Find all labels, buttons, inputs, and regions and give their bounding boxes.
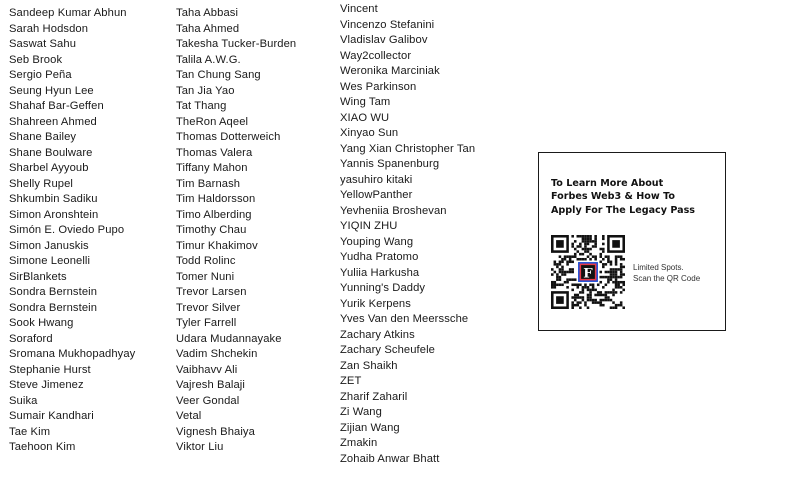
name-entry: Yunning's Daddy [340,282,426,294]
name-entry: Sarah Hodsdon [9,22,89,35]
name-entry: Soraford [9,332,53,345]
name-entry: Way2collector [340,49,412,62]
name-entry: Thomas Valera [176,146,253,159]
name-entry: Youping Wang [340,235,414,248]
name-entry: Xinyao Sun [340,127,399,139]
name-entry: Todd Rolinc [176,255,236,267]
name-entry: Wes Parkinson [340,80,417,93]
name-entry: Yang Xian Christopher Tan [340,142,476,155]
name-entry: Taehoon Kim [9,441,76,453]
name-entry: Steve Jimenez [9,379,84,391]
name-entry: Yuliia Harkusha [340,266,420,279]
name-entry: Vajresh Balaji [176,379,245,391]
name-entry: Zharif Zaharil [340,390,408,403]
name-entry: Seung Hyun Lee [9,84,94,97]
name-entry: Vadim Shchekin [176,348,258,360]
name-entry: Vignesh Bhaiya [176,425,255,438]
name-entry: Yurik Kerpens [340,297,411,310]
name-entry: Zachary Scheufele [340,344,435,356]
name-entry: Veer Gondal [176,394,240,407]
name-entry: Taha Abbasi [176,7,239,19]
promo-heading-line: Apply For The Legacy Pass [551,204,695,216]
name-entry: Taha Ahmed [176,22,240,35]
name-entry: Talila A.W.G. [176,53,241,66]
promo-caption [633,263,700,284]
name-entry: Takesha Tucker-Burden [176,38,297,50]
name-entry: Tiffany Mahon [176,162,248,174]
name-entry: yasuhiro kitaki [340,173,413,186]
name-entry: Vetal [176,410,202,422]
name-entry: Saswat Sahu [9,38,77,50]
legacy-pass-promo-box [538,152,726,331]
name-entry: Sumair Kandhari [9,410,94,422]
name-entry: Tae Kim [9,425,51,438]
name-entry: Tyler Farrell [176,317,237,329]
name-entry: Tat Thang [176,100,227,112]
promo-caption-line: Scan the QR Code [633,273,701,283]
name-entry: Timur Khakimov [176,239,258,252]
name-entry: Yves Van den Meerssche [340,313,469,325]
name-entry: XIAO WU [340,111,390,124]
name-entry: Trevor Silver [176,301,241,314]
name-entry: Zi Wang [340,406,382,418]
promo-heading [551,177,721,217]
name-entry: Udara Mudannayake [176,332,282,345]
name-entry: Sandeep Kumar Abhun [9,7,127,19]
name-entry: Shane Boulware [9,146,93,159]
name-entry: Simon Aronshtein [9,208,99,221]
name-entry: TheRon Aqeel [176,115,249,128]
qr-code-graphic [551,235,625,309]
promo-heading-line: To Learn More About [551,178,664,189]
name-entry: Wing Tam [340,96,391,108]
name-entry: Simon Januskis [9,239,89,252]
name-column-2 [176,6,296,456]
name-entry: YellowPanther [340,189,413,201]
name-entry: Seb Brook [9,53,63,66]
name-entry: Shkumbin Sadiku [9,193,98,205]
name-entry: Zohaib Anwar Bhatt [340,452,440,465]
name-entry: Vaibhavv Ali [176,363,238,376]
name-entry: Timo Alberding [176,208,252,221]
name-entry: ZET [340,375,362,387]
name-entry: Zijian Wang [340,421,400,434]
name-entry: Shahreen Ahmed [9,115,97,128]
name-entry: Shahaf Bar-Geffen [9,100,104,112]
name-entry: Yevheniia Broshevan [340,204,447,217]
name-entry: Sondra Bernstein [9,286,98,298]
name-entry: YIQIN ZHU [340,220,398,232]
name-entry: Yudha Pratomo [340,251,419,263]
name-entry: Thomas Dotterweich [176,131,281,143]
qr-code[interactable] [551,235,625,309]
name-entry: Tim Haldorsson [176,193,256,205]
name-column-3 [340,2,475,467]
name-entry: Viktor Liu [176,441,224,453]
name-entry: Zan Shaikh [340,359,398,372]
name-entry: Vincent [340,3,378,15]
name-entry: Tomer Nuni [176,270,235,283]
name-entry: Stephanie Hurst [9,363,91,376]
name-column-1 [9,6,135,456]
name-entry: Sharbel Ayyoub [9,162,89,174]
name-entry: Sergio Peña [9,69,72,81]
name-entry: Tim Barnash [176,177,241,190]
name-entry: Sook Hwang [9,317,74,329]
name-entry: Sondra Bernstein [9,301,98,314]
name-entry: Vladislav Galibov [340,34,428,46]
promo-caption-line: Limited Spots. [633,263,684,272]
name-entry: Tan Chung Sang [176,69,261,81]
name-entry: Timothy Chau [176,224,247,236]
name-entry: Zachary Atkins [340,328,415,341]
name-entry: Weronika Marciniak [340,65,440,77]
name-entry: SirBlankets [9,270,67,283]
name-entry: Vincenzo Stefanini [340,18,435,31]
name-entry: Trevor Larsen [176,286,247,298]
name-entry: Shane Bailey [9,131,77,143]
promo-heading-line: Forbes Web3 & How To [551,191,675,203]
name-entry: Suika [9,394,38,407]
name-entry: Simone Leonelli [9,255,91,267]
name-entry: Sromana Mukhopadhyay [9,348,136,360]
name-entry: Shelly Rupel [9,177,74,190]
name-entry: Yannis Spanenburg [340,158,440,170]
name-entry: Simón E. Oviedo Pupo [9,224,125,236]
name-entry: Tan Jia Yao [176,84,235,97]
forbes-logo-letter: F [583,266,593,282]
name-entry: Zmakin [340,437,378,449]
